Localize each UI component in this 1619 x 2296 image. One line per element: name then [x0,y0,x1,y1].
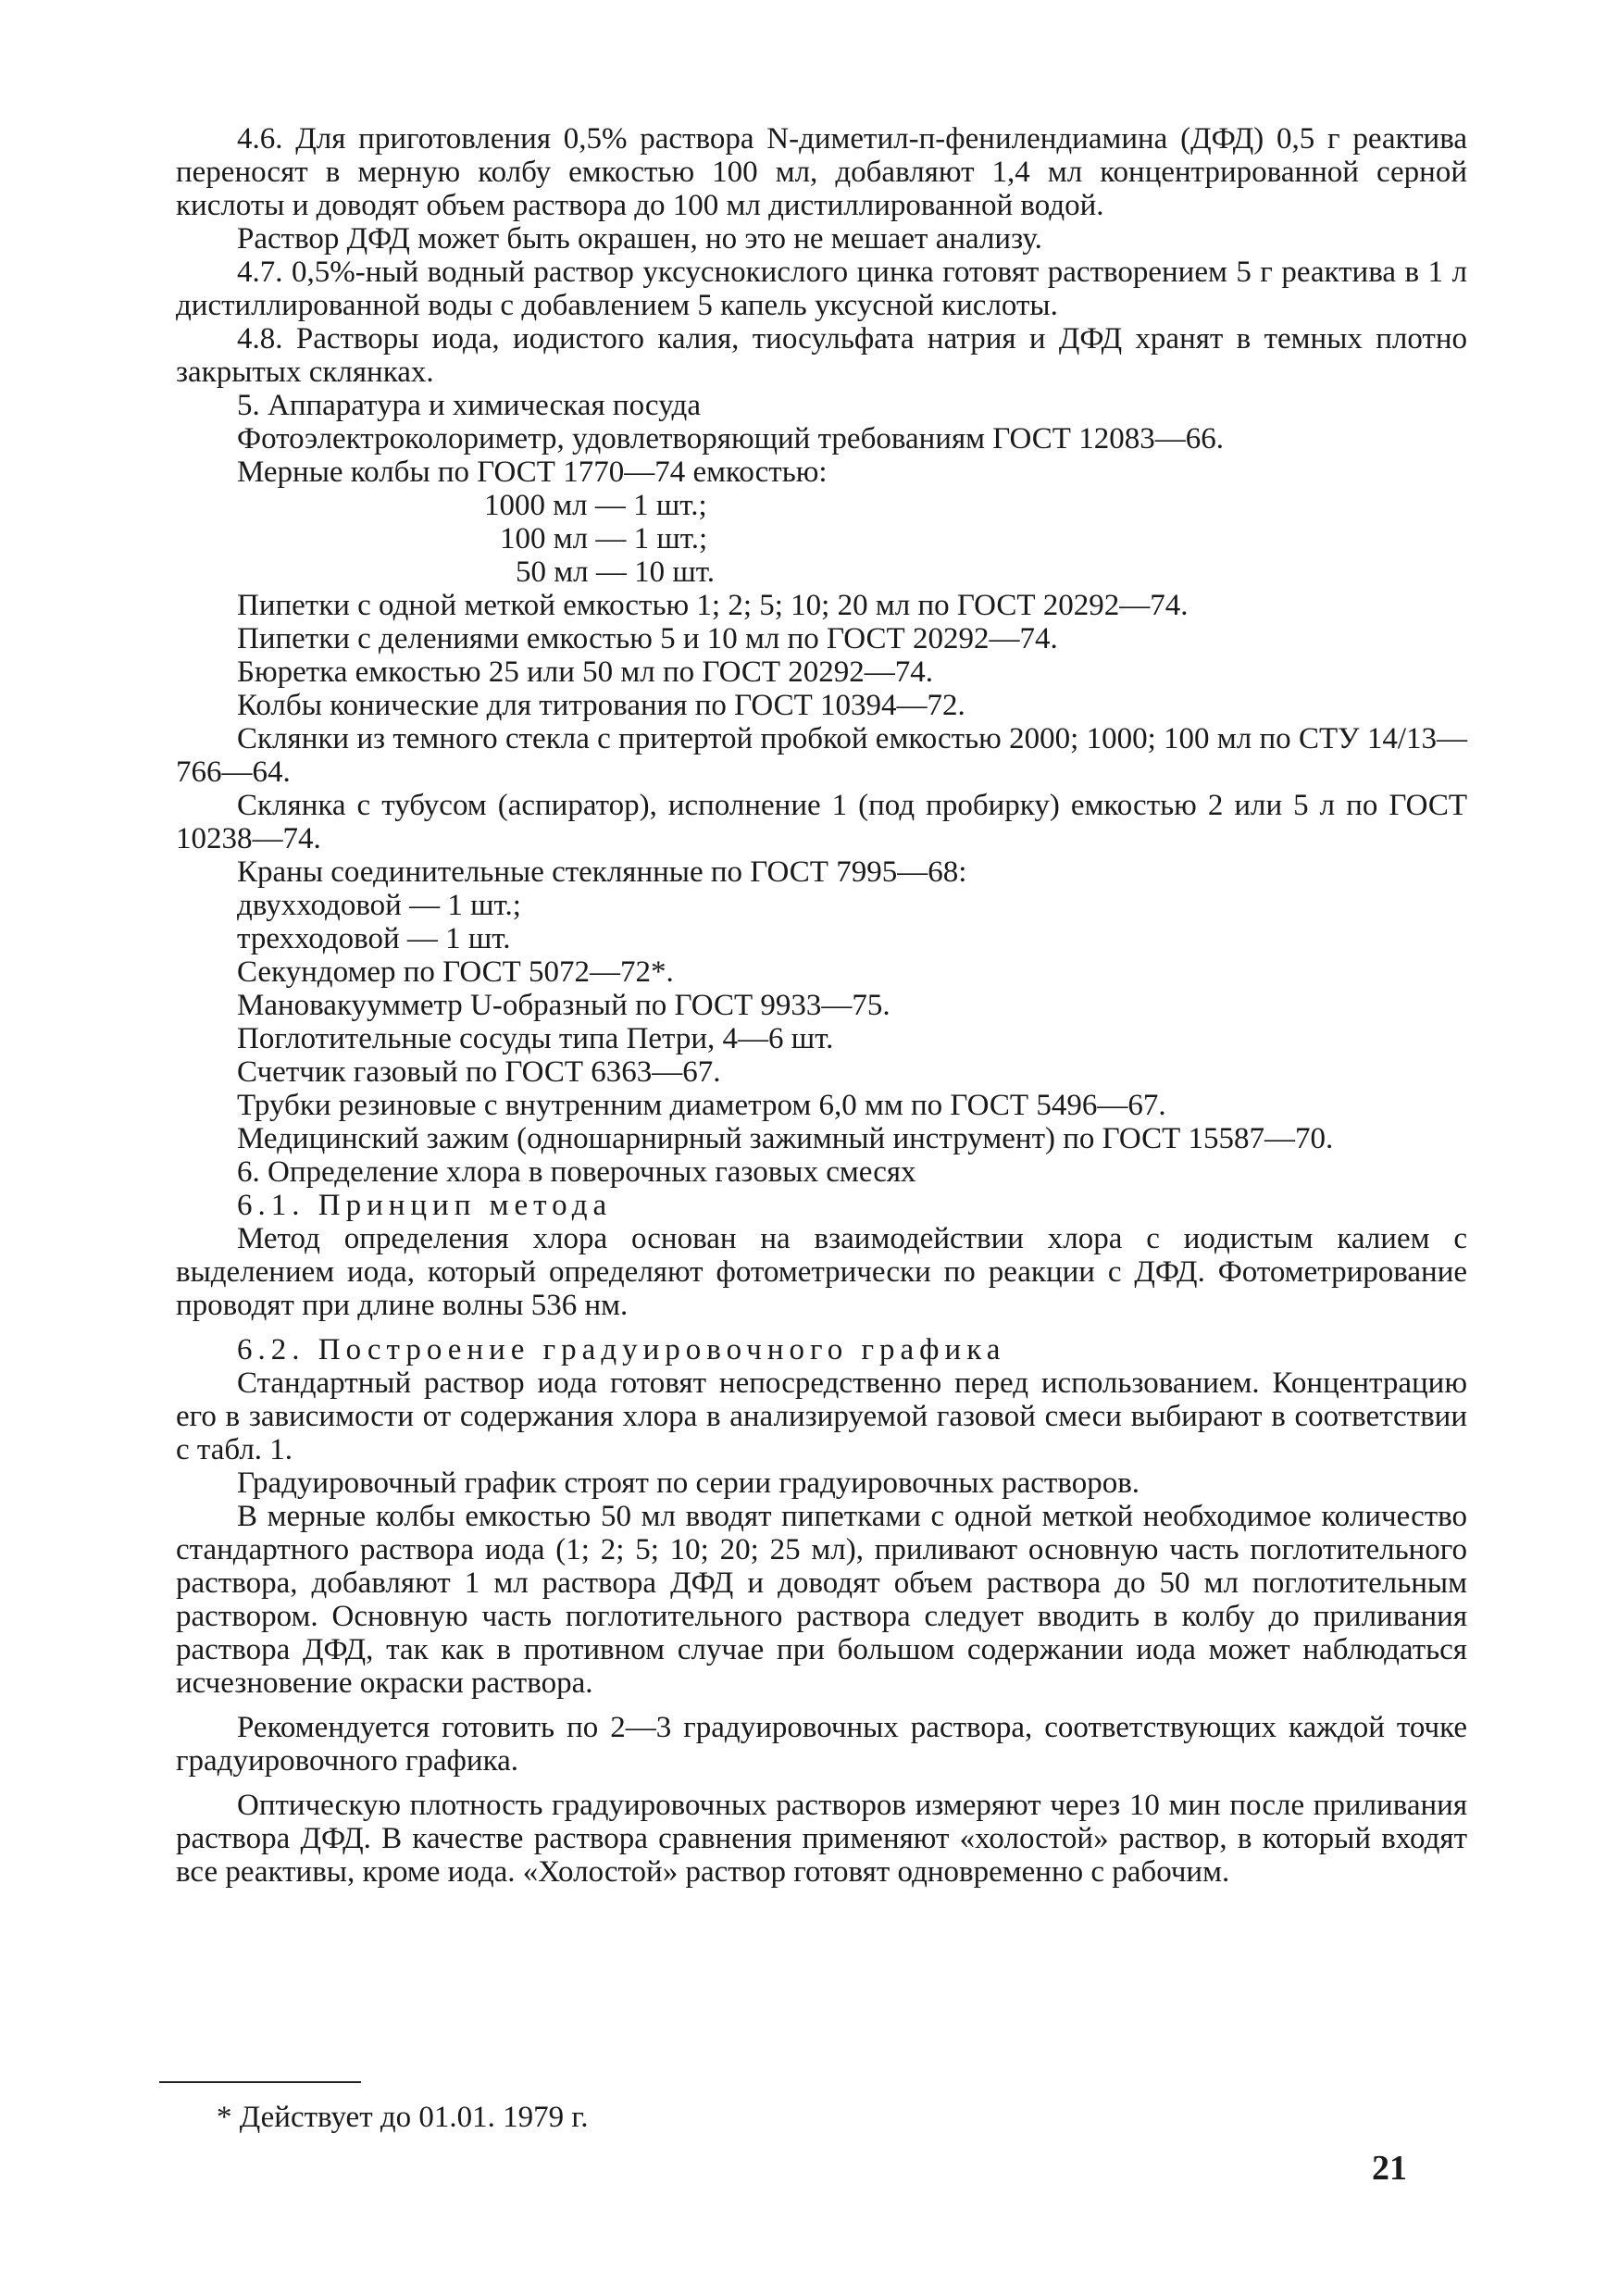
subsection-heading-6-1: 6.1. Принцип метода [237,1189,613,1222]
equipment-glass-taps: Краны соединительные стеклянные по ГОСТ 7995—68: [237,855,967,889]
paragraph-standard-iodine-solution: Стандартный раствор иода готовят непосредственно перед использованием. Концентрацию его в зависимости от содержания хлора в анализируемой газовой смеси выбирают в соответствии с табл. 1. [176,1366,1467,1466]
equipment-pipettes-graduated: Пипетки с делениями емкостью 5 и 10 мл по ГОСТ 20292—74. [237,622,1058,655]
paragraph-dfd-color-note: Раствор ДФД может быть окрашен, но это не мешает анализу. [237,222,1042,256]
paragraph-method-principle: Метод определения хлора основан на взаимодействии хлора с иодистым калием с выделением иода, который определяют фотометрически по реакции с ДФД. Фотометрирование проводят при длине волны 536 нм. [176,1222,1467,1322]
flask-volume-50: 50 мл — 10 шт. [516,555,715,589]
equipment-gas-meter: Счетчик газовый по ГОСТ 6363—67. [237,1055,721,1089]
paragraph-optical-density: Оптическую плотность градуировочных растворов измеряют через 10 мин после приливания раствора ДФД. В качестве раствора сравнения применяют «холостой» раствор, в который входят все реактивы, кроме иода. «Холостой» раствор готовят одновременно с рабочим. [176,1789,1467,1889]
subsection-heading-6-2: 6.2. Построение градуировочного графика [237,1333,1006,1366]
equipment-photocolorimeter: Фотоэлектроколориметр, удовлетворяющий требованиям ГОСТ 12083—66. [237,422,1224,455]
flask-volume-1000: 1000 мл — 1 шт.; [484,489,707,522]
equipment-dark-glass-bottles: Склянки из темного стекла с притертой пробкой емкостью 2000; 1000; 100 мл по СТУ 14/13—766—64. [176,722,1467,789]
paragraph-4-6: 4.6. Для приготовления 0,5% раствора N-диметил-п-фенилендиамина (ДФД) 0,5 г реактива переносят в мерную колбу емкостью 100 мл, добавляют 1,4 мл концентрированной серной кислоты и доводят объем раствора до 100 мл дистиллированной водой. [176,122,1467,222]
equipment-petri-vessels: Поглотительные сосуды типа Петри, 4—6 шт. [237,1022,834,1055]
page-body [176,122,1467,1889]
equipment-aspirator-bottle: Склянка с тубусом (аспиратор), исполнение 1 (под пробирку) емкостью 2 или 5 л по ГОСТ 10238—74. [176,789,1467,855]
equipment-volumetric-flasks: Мерные колбы по ГОСТ 1770—74 емкостью: [237,455,828,489]
page-number: 21 [1372,2149,1407,2188]
equipment-stopwatch: Секундомер по ГОСТ 5072—72*. [237,955,674,989]
paragraph-calibration-series: Градуировочный график строят по серии градуировочных растворов. [237,1466,1140,1500]
equipment-medical-clamp: Медицинский зажим (одношарнирный зажимный инструмент) по ГОСТ 15587—70. [237,1122,1334,1155]
tap-two-way: двухходовой — 1 шт.; [237,889,521,922]
footnote-rule [159,2081,361,2083]
paragraph-4-8: 4.8. Растворы иода, иодистого калия, тиосульфата натрия и ДФД хранят в темных плотно закрытых склянках. [176,322,1467,389]
paragraph-recommendation: Рекомендуется готовить по 2—3 градуировочных раствора, соответствующих каждой точке градуировочного графика. [176,1711,1467,1778]
section-heading-6: 6. Определение хлора в поверочных газовых смесях [237,1155,916,1189]
tap-three-way: трехходовой — 1 шт. [237,922,511,955]
flask-volume-100: 100 мл — 1 шт.; [500,522,708,555]
equipment-rubber-tubes: Трубки резиновые с внутренним диаметром 6,0 мм по ГОСТ 5496—67. [237,1089,1166,1122]
equipment-manovacuummeter: Мановакуумметр U-образный по ГОСТ 9933—75. [237,989,890,1022]
equipment-conical-flasks: Колбы конические для титрования по ГОСТ 10394—72. [237,689,965,722]
section-heading-5: 5. Аппаратура и химическая посуда [237,389,701,422]
equipment-pipettes-one-mark: Пипетки с одной меткой емкостью 1; 2; 5; 10; 20 мл по ГОСТ 20292—74. [237,589,1189,622]
footnote: * Действует до 01.01. 1979 г. [217,2101,589,2134]
equipment-burette: Бюретка емкостью 25 или 50 мл по ГОСТ 20292—74. [237,655,934,689]
paragraph-4-7: 4.7. 0,5%-ный водный раствор уксуснокислого цинка готовят растворением 5 г реактива в 1 л дистиллированной воды с добавлением 5 капель уксусной кислоты. [176,256,1467,322]
paragraph-calibration-procedure: В мерные колбы емкостью 50 мл вводят пипетками с одной меткой необходимое количество стандартного раствора иода (1; 2; 5; 10; 20; 25 мл), приливают основную часть поглотительного раствора, добавляют 1 мл раствора ДФД и доводят объем раствора до 50 мл поглотительным раствором. Основную часть поглотительного раствора следует вводить в колбу до приливания раствора ДФД, так как в противном случае при большом содержании иода может наблюдаться исчезновение окраски раствора. [176,1500,1467,1700]
